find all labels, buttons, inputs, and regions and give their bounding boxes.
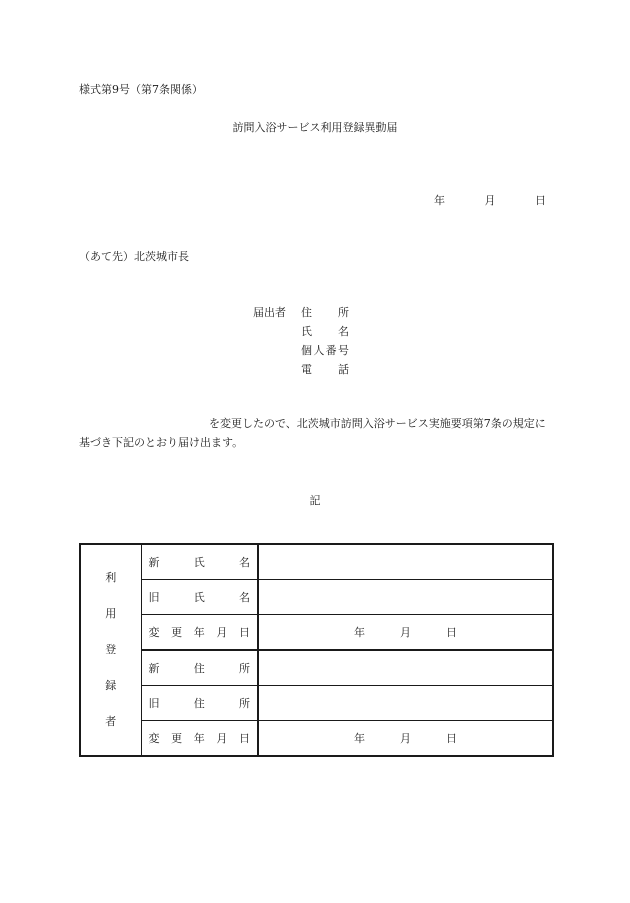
char: 氏 <box>193 591 205 604</box>
char: 月 <box>400 626 411 639</box>
char: 更 <box>171 732 183 745</box>
char: 月 <box>216 732 228 745</box>
char: 者 <box>105 715 117 728</box>
change-date-1-value[interactable] <box>258 615 553 651</box>
date-day: 日 <box>535 194 546 207</box>
char: 年 <box>193 626 205 639</box>
char: 旧 <box>148 591 160 604</box>
row-label-change-date-2 <box>141 721 258 757</box>
char: 所 <box>239 662 250 675</box>
submitter-address-label <box>301 303 349 322</box>
registration-table <box>79 543 554 757</box>
row-label-new-address <box>141 650 258 686</box>
char: 録 <box>105 679 117 692</box>
char: 月 <box>400 732 411 745</box>
char: 更 <box>171 626 183 639</box>
form-number: 様式第9号（第7条関係） <box>79 83 203 96</box>
char: 所 <box>338 306 349 319</box>
char: 電 <box>301 363 312 376</box>
char: 変 <box>148 626 160 639</box>
char: 号 <box>337 344 349 357</box>
char: 所 <box>239 697 250 710</box>
char: 年 <box>354 626 365 639</box>
new-address-value[interactable] <box>258 650 553 686</box>
body-text: を変更したので、北茨城市訪問入浴サービス実施要項第7条の規定に基づき下記のとおり届け出ます。 <box>79 417 546 449</box>
char: 氏 <box>301 325 312 338</box>
row-label-old-address <box>141 686 258 721</box>
char: 日 <box>239 626 250 639</box>
char: 登 <box>105 643 117 656</box>
change-date-2-value[interactable] <box>258 721 553 757</box>
submitter-phone-label <box>301 360 349 379</box>
char: 住 <box>193 662 205 675</box>
char: 住 <box>193 697 205 710</box>
char: 日 <box>446 732 457 745</box>
char: 名 <box>239 591 250 604</box>
char: 年 <box>354 732 365 745</box>
submitter-lead: 届出者 <box>253 306 286 319</box>
char: 新 <box>148 556 160 569</box>
document-title: 訪問入浴サービス利用登録異動届 <box>232 121 398 134</box>
char: 用 <box>105 607 117 620</box>
ki-heading: 記 <box>309 494 321 507</box>
char: 日 <box>446 626 457 639</box>
char: 年 <box>193 732 205 745</box>
row-label-new-name <box>141 544 258 580</box>
date-line <box>434 192 546 208</box>
char: 個 <box>301 344 312 357</box>
date-month: 月 <box>484 194 496 207</box>
addressee: （あて先）北茨城市長 <box>79 250 189 263</box>
char: 人 <box>313 344 325 357</box>
submitter-personal-number-label <box>301 341 349 360</box>
new-name-value[interactable] <box>258 544 553 580</box>
char: 日 <box>239 732 250 745</box>
submitter-block <box>253 303 349 379</box>
char: 新 <box>148 662 160 675</box>
char: 利 <box>105 571 117 584</box>
char: 氏 <box>193 556 205 569</box>
char: 変 <box>148 732 160 745</box>
char: 名 <box>239 556 250 569</box>
char: 住 <box>301 306 312 319</box>
date-year: 年 <box>434 194 445 207</box>
char: 旧 <box>148 697 160 710</box>
old-address-value[interactable] <box>258 686 553 721</box>
submitter-name-label <box>301 322 349 341</box>
char: 話 <box>338 363 349 376</box>
char: 名 <box>338 325 349 338</box>
char: 月 <box>216 626 228 639</box>
old-name-value[interactable] <box>258 580 553 615</box>
row-label-change-date-1 <box>141 615 258 651</box>
char: 番 <box>325 344 337 357</box>
table-side-label <box>80 544 141 756</box>
row-label-old-name <box>141 580 258 615</box>
